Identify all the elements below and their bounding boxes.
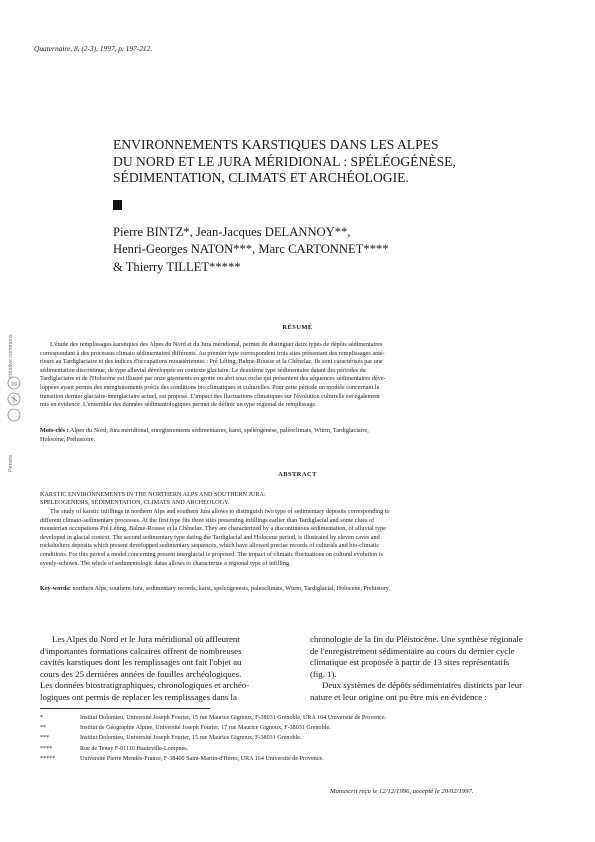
abstract-line: The study of karstic infillings in northern Alps and southern Jura allows to distinguish two type of sedimentary deposits corresponding to xyxy=(50,508,390,515)
article-title xyxy=(113,137,533,187)
abstract-line: mousterian occupations Pré Léting, Balme-Rousse et la Chênelaz. They are characterized by a discontinuous sedimentation, of alluvial type xyxy=(40,525,386,533)
abstract-line: conditions. For this period a model concerning present interglacial is proposed. The impact of climatic fluctuations on cultural evolution is xyxy=(40,550,383,558)
affiliation-mark: **** xyxy=(40,745,53,752)
resume-line: L'étude des remplissages karstiques des Alpes du Nord et du Jura méridional, permet de distinguer deux types de dépôts sédimentaires xyxy=(50,341,383,348)
author-line: & Thierry TILLET***** xyxy=(113,259,241,274)
license-label: creative commons xyxy=(8,334,14,378)
manuscript-received: Manuscrit reçu le 12/12/1996, accepté le 20/02/1997. xyxy=(330,788,474,795)
footnote-divider xyxy=(40,708,210,709)
black-square-icon xyxy=(113,200,122,210)
title-line: ENVIRONNEMENTS KARSTIQUES DANS LES ALPES xyxy=(113,137,439,152)
abstract-heading: ABSTRACT xyxy=(278,471,317,478)
body-column-left xyxy=(40,634,292,704)
abstract-line: rockshelters deposits which present developped sedimentary sequences, which have allowed precise records of culturals and bio-climatic xyxy=(40,542,380,550)
keywords-text: Holocène, Préhistoire. xyxy=(40,435,96,443)
affiliation-item xyxy=(40,733,560,743)
body-line: Deux systèmes de dépôts sédimentaires distincts par leur xyxy=(322,680,523,691)
affiliation-item xyxy=(40,723,560,733)
body-column-right xyxy=(310,634,560,704)
keywords-text: Alpes du Nord, Jura méridional, enregistrements sédimentaires, karst, spéléogénèse, paléoclimats, Würm, Tardiglaciaire, xyxy=(69,427,369,434)
resume-heading: RÉSUMÉ xyxy=(282,324,313,331)
abstract-line: developed in glacial context. The second sedimentary type dating the Tardiglacial and Holocene period, is illustrated by eleven caves and xyxy=(40,533,380,541)
affiliation-mark: *** xyxy=(40,735,50,742)
affiliation-mark: * xyxy=(40,715,44,721)
publisher-name: Persée xyxy=(8,454,14,472)
keywords-label: Mots-clés : xyxy=(40,427,69,434)
abstract-text xyxy=(40,508,555,568)
abstract-keywords xyxy=(40,585,555,594)
affiliation-text: Institut Dolomieu, Université Joseph Fourier, 15 rue Maurice Gignoux, F-38031 Grenoble. xyxy=(80,735,302,742)
body-line: cours des 25 dernières années de fouilles archéologiques. xyxy=(40,668,242,679)
resume-line: sédimentation discontinue, de type alluvial développée en contexte glaciaire. Le deuxième type sédimentaire datant des périodes du xyxy=(40,366,366,374)
body-line: de l'enregistrement sédimentaire au cours du dernier cycle xyxy=(310,645,515,656)
affiliation-item xyxy=(40,744,560,754)
affiliation-text: Institut Dolomieu, Université Joseph Fourier, 15 rue Maurice Gignoux, F-38031 Grenoble, URA 164 Université de Provence. xyxy=(80,715,387,721)
body-line: chronologie de la fin du Pléistocène. Une synthèse régionale xyxy=(310,634,523,644)
resume-line: loppées ayant permis des enregistrements précis des conditions bio climatiques et culturelles. Pour cette période un modèle concernant la xyxy=(40,383,380,391)
resume-line: rieurs au Tardiglaciaire et des indices d'occupations moustériennes : Pré Léting, Balme-Rousse et la Chênelaz. Ils sont caractérisés par une xyxy=(40,358,383,366)
body-line: climatique est proposée à partir de 13 sites représentatifs xyxy=(310,657,510,668)
body-line: logiques ont permis de replacer les remplissages dans la xyxy=(40,691,237,702)
keywords-text: northern Alps, southern Jura, sedimentary records, karst, speleogenesis, paleoclimats, Würm, Tardiglacial, Holocene, Prehistory. xyxy=(72,585,390,592)
affiliation-item xyxy=(40,754,560,764)
abstract-title-line: SPELEOGENESIS, SÉDIMENTATION, CLIMATS AND ARCHEOLOGY. xyxy=(40,499,230,507)
body-line: Les données biostratigraphiques, chronologiques et archéo- xyxy=(40,680,250,691)
affiliation-text: Institut de Géographie Alpine, Université Joseph Fourier, 17 rue Maurice Gignoux, F-38031 Grenoble. xyxy=(80,725,331,732)
affiliations xyxy=(40,713,560,764)
abstract-line: different climato-sedimentary processes. At the first type fits three sites presenting infillings earlier than Tardiglacial and some clues of xyxy=(40,516,375,524)
resume-line: correspondant à des processus climato sédimentaires différents. Au premier type correspondent trois sites présentant des remplissages anté- xyxy=(40,349,385,357)
resume-line: transition dernier glaciaire-interglaciaire actuel, est proposé. L'impact des fluctuations climatiques sur l'évolution culturelle est également xyxy=(40,392,380,400)
journal-citation: Quaternaire, 8, (2-3), 1997, p. 197-212. xyxy=(34,44,153,53)
resume-line: Tardiglaciaire et de l'Holocène est illustré par onze gisements en grotte ou abri sous roche qui présentent des séquences sédimentaires déve- xyxy=(40,375,386,383)
resume-text xyxy=(40,341,555,410)
affiliation-mark: ***** xyxy=(40,755,56,762)
author-line: Pierre BINTZ*, Jean-Jacques DELANNOY**, xyxy=(113,225,351,239)
title-line: DU NORD ET LE JURA MÉRIDIONAL : SPÉLÉOGÉNÈSE, xyxy=(113,153,456,169)
abstract-title-line: KARSTIC ENVIRONNEMENTS IN THE NORTHERN ALPS AND SOUTHERN JURA: xyxy=(40,491,266,498)
body-line: nature et leur origine ont pu être mis en évidence : xyxy=(310,691,487,702)
body-line: (fig. 1). xyxy=(310,668,337,679)
body-line: d'importantes formations calcaires offrent de nombreuses xyxy=(40,645,242,656)
affiliation-text: Université Pierre Mendès-France, F-38400 Saint-Martin-d'Hères, URA 164 Université de Provence. xyxy=(80,755,324,762)
resume-keywords xyxy=(40,427,555,444)
resume-line: mis en évidence. L'ensemble des données sédimentologiques permet de définir un type régional de remplissage. xyxy=(40,401,317,409)
affiliation-text: Rue de Tenay F-01110 Hauteville-Lompnes. xyxy=(80,745,189,752)
affiliation-mark: ** xyxy=(40,725,47,732)
body-line: Les Alpes du Nord et le Jura méridional où affleurent xyxy=(52,634,240,644)
body-line: cavités karstiques dont les remplissages ont fait l'objet au xyxy=(40,657,242,668)
title-line: SÉDIMENTATION, CLIMATS ET ARCHÉOLOGIE. xyxy=(113,170,409,185)
author-list xyxy=(113,224,389,276)
affiliation-item xyxy=(40,713,560,723)
abstract-title xyxy=(40,491,266,508)
abstract-line: evenly-schown. The whole of sedimentologic datas allows to characterize a regional type of infilling. xyxy=(40,559,291,567)
keywords-label: Key-words: xyxy=(40,585,71,592)
author-line: Henri-Georges NATON***, Marc CARTONNET**** xyxy=(113,242,389,257)
